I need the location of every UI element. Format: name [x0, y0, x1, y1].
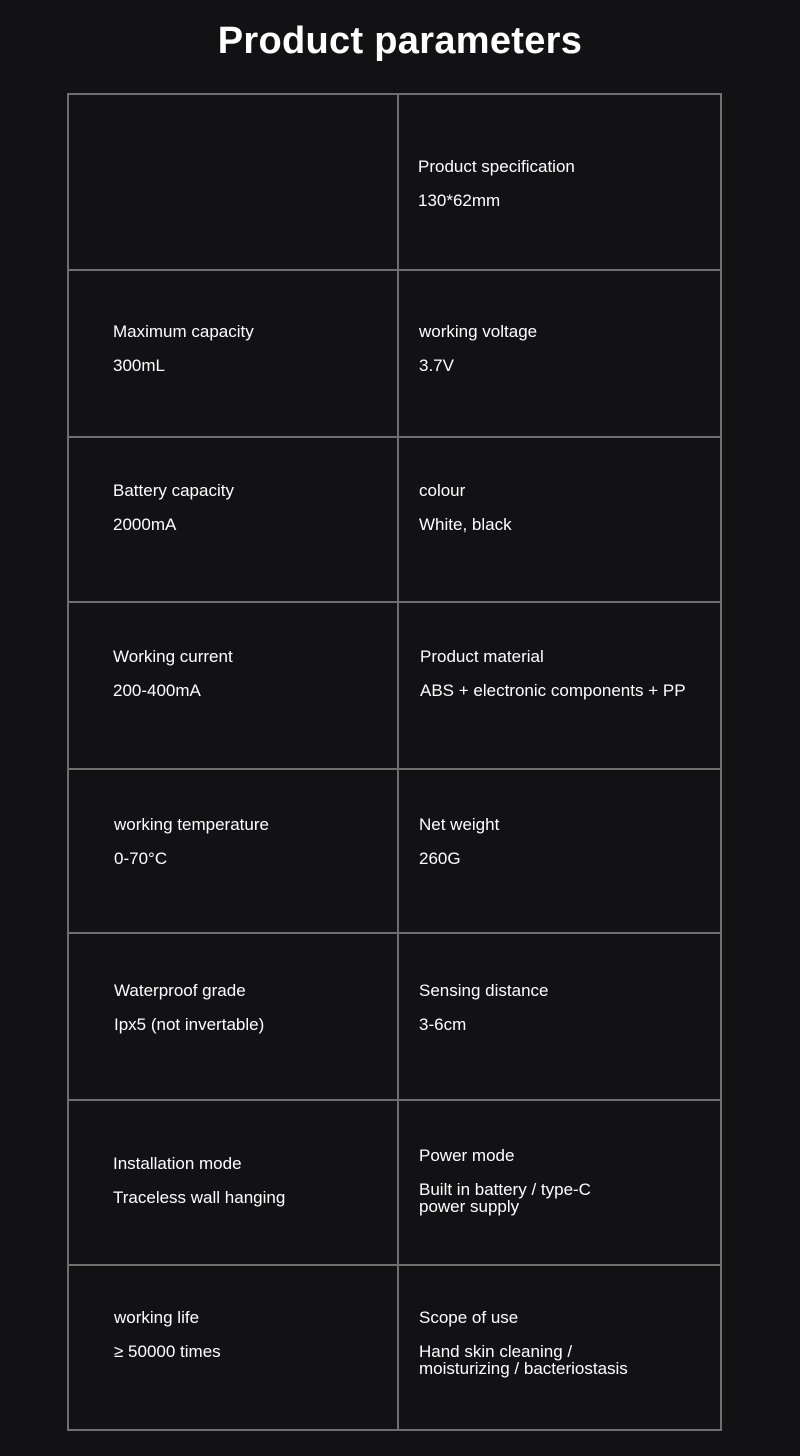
param-label: working life	[114, 1308, 200, 1327]
table-cell-power-mode	[419, 1147, 619, 1215]
table-cell-product-material	[420, 648, 686, 699]
param-label: Product material	[420, 647, 544, 666]
param-value: ≥ 50000 times	[114, 1342, 221, 1361]
row-divider	[69, 932, 720, 934]
row-divider	[69, 1099, 720, 1101]
param-label: Working current	[113, 647, 233, 666]
param-label: Waterproof grade	[114, 981, 246, 1000]
table-cell-net-weight	[419, 816, 499, 867]
table-cell-working-life	[114, 1309, 221, 1360]
param-label: Battery capacity	[113, 481, 234, 500]
table-cell-installation-mode	[113, 1155, 285, 1206]
param-label: Installation mode	[113, 1154, 242, 1173]
table-cell-sensing-distance	[419, 982, 548, 1033]
param-label: Product specification	[418, 157, 575, 176]
page-title: Product parameters	[217, 20, 583, 62]
param-label: Net weight	[419, 815, 500, 834]
param-label: Power mode	[419, 1146, 515, 1165]
param-label: working voltage	[419, 322, 538, 341]
param-label: working temperature	[114, 815, 269, 834]
table-cell-maximum-capacity	[113, 323, 254, 374]
param-label: colour	[419, 481, 466, 500]
param-value: 200-400mA	[113, 681, 201, 700]
row-divider	[69, 601, 720, 603]
param-value: 0-70°C	[114, 849, 168, 868]
param-label: Sensing distance	[419, 981, 549, 1000]
table-cell-battery-capacity	[113, 482, 234, 533]
param-value: Built in battery / type-C power supply	[419, 1180, 591, 1216]
table-cell-scope-of-use	[419, 1309, 659, 1377]
param-value: 3-6cm	[419, 1015, 467, 1034]
row-divider	[69, 768, 720, 770]
table-cell-working-current	[113, 648, 233, 699]
param-value: 2000mA	[113, 515, 177, 534]
param-value: 130*62mm	[418, 191, 501, 210]
param-value: White, black	[419, 515, 512, 534]
table-cell-colour	[419, 482, 512, 533]
param-label: Scope of use	[419, 1308, 519, 1327]
table-cell-working-temperature	[114, 816, 269, 867]
param-value: 260G	[419, 849, 461, 868]
param-value: 300mL	[113, 356, 165, 375]
row-divider	[69, 436, 720, 438]
param-value: Ipx5 (not invertable)	[114, 1015, 265, 1034]
param-value: Hand skin cleaning / moisturizing / bacteriostasis	[419, 1342, 628, 1378]
row-divider	[69, 1264, 720, 1266]
table-cell-product-specification	[418, 158, 575, 209]
param-value: ABS + electronic components + PP	[420, 681, 686, 700]
column-divider	[397, 95, 399, 1429]
parameters-table	[67, 93, 722, 1431]
param-value: 3.7V	[419, 356, 454, 375]
row-divider	[69, 269, 720, 271]
table-cell-waterproof-grade	[114, 982, 264, 1033]
param-value: Traceless wall hanging	[113, 1188, 286, 1207]
table-cell-working-voltage	[419, 323, 537, 374]
param-label: Maximum capacity	[113, 322, 254, 341]
